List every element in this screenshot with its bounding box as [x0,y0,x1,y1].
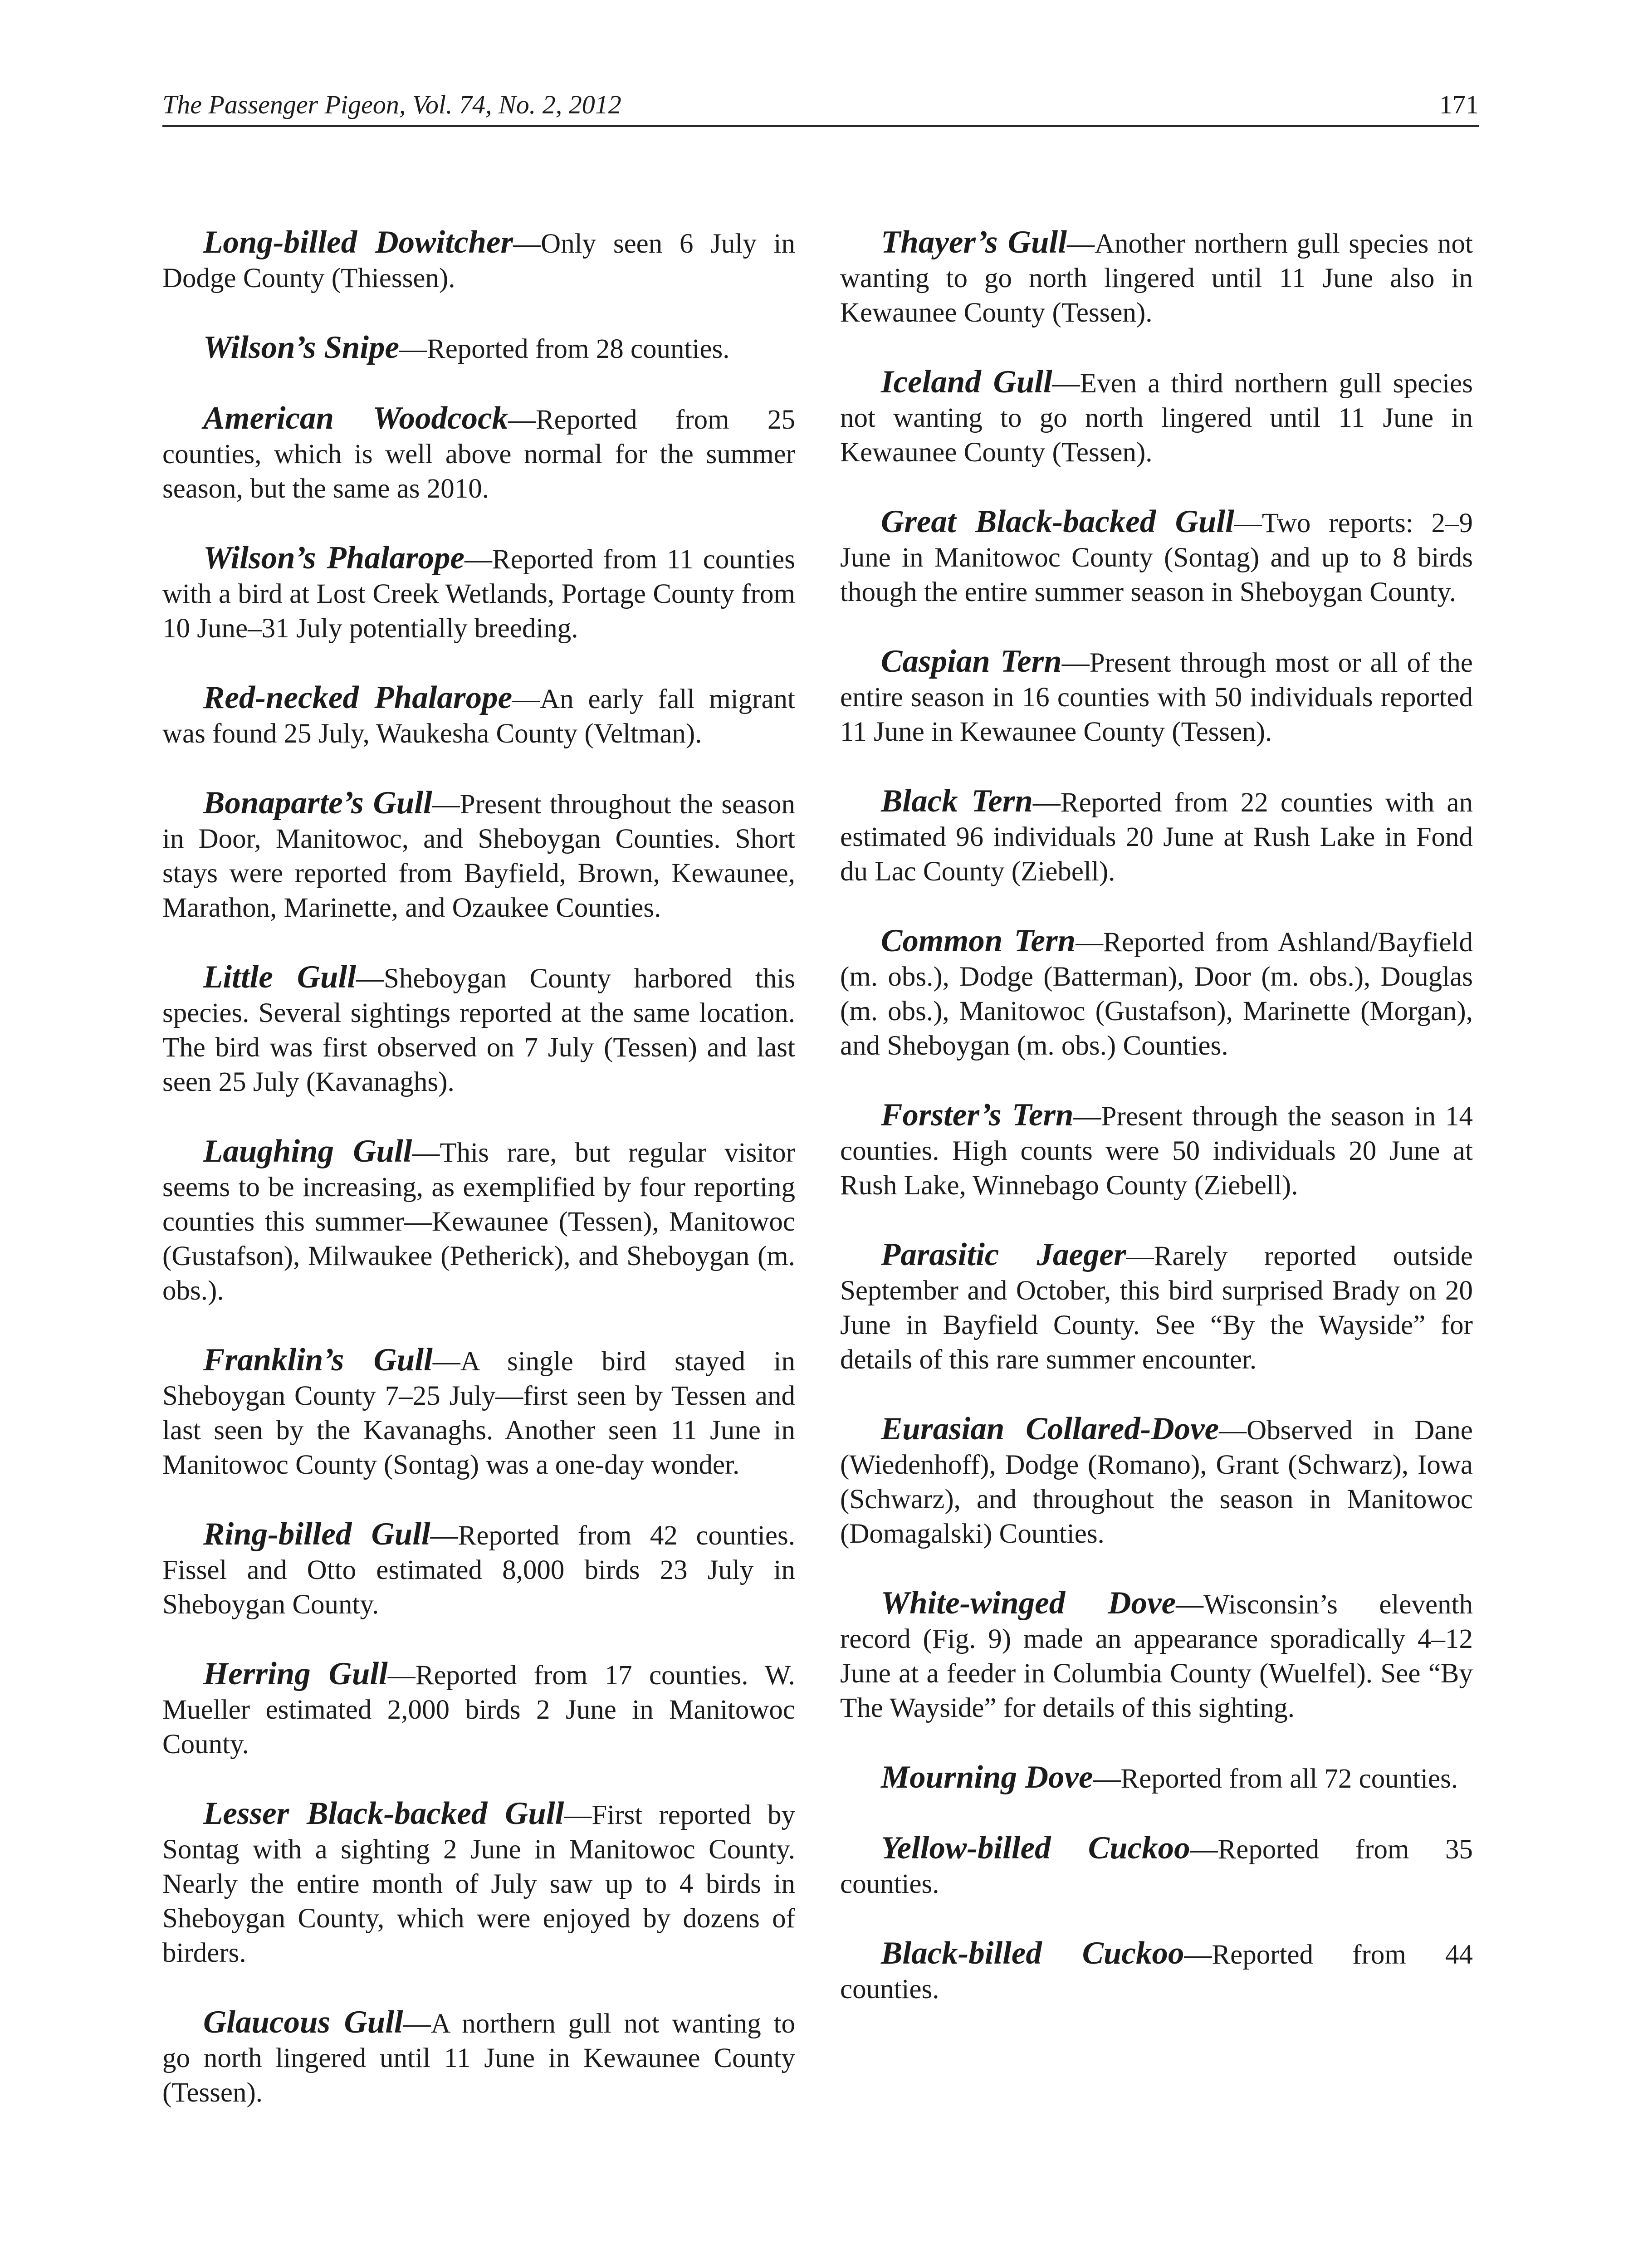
species-name: Bonaparte’s Gull [203,785,432,821]
species-entry [162,2005,795,2110]
species-text: —Wisconsin’s eleventh record (Fig. 9) made an appearance sporadically 4–12 June at a feeder in Columbia County (Wuelfel). See “By The Wayside” for details of this sighting. [840,1589,1473,1723]
species-text: —Reported from 22 counties with an estimated 96 individuals 20 June at Rush Lake in Fond du Lac County (Ziebell). [840,787,1473,887]
species-name: Red-necked Phalarope [203,680,513,715]
species-name: Wilson’s Phalarope [203,540,465,576]
species-entry [162,680,795,751]
species-text: —Reported from 11 counties with a bird at Lost Creek Wetlands, Portage County from 10 June–31 July potentially breeding. [162,544,795,644]
species-entry [162,1517,795,1622]
species-entry [162,786,795,925]
species-text: —Reported from 25 counties, which is well above normal for the summer season, but the same as 2010. [162,405,795,504]
species-entry [840,644,1473,749]
species-entry [162,1796,795,1970]
left-column [162,225,795,2145]
species-text: —Present through most or all of the entire season in 16 counties with 50 individuals reported 11 June in Kewaunee County (Tessen). [840,648,1473,747]
species-text: —Reported from 42 counties. Fissel and Otto estimated 8,000 birds 23 July in Sheboygan County. [162,1520,795,1620]
species-entry [840,1237,1473,1377]
species-name: Yellow-billed Cuckoo [881,1830,1190,1866]
species-text: —Sheboygan County harbored this species. Several sightings reported at the same location. The bird was first observed on 7 July (Tessen) and last seen 25 July (Kavanaghs). [162,963,795,1097]
species-name: Glaucous Gull [203,2004,403,2040]
species-entry [162,541,795,646]
species-name: Eurasian Collared-Dove [881,1411,1219,1447]
species-text: —Rarely reported outside September and October, this bird surprised Brady on 20 June in Bayfield County. See “By the Wayside” for details of this rare summer encounter. [840,1241,1473,1375]
species-entry [162,1343,795,1482]
species-text: —Present through the season in 14 counties. High counts were 50 individuals 20 June at Rush Lake, Winnebago County (Ziebell). [840,1101,1473,1201]
species-entry [840,365,1473,470]
species-entry [840,1760,1473,1796]
species-entry [840,1936,1473,2007]
species-name: Wilson’s Snipe [203,330,400,365]
species-name: Iceland Gull [881,364,1052,400]
species-entry [162,401,795,506]
species-text: —A northern gull not wanting to go north lingered until 11 June in Kewaunee County (Tessen). [162,2009,795,2108]
species-entry [162,1134,795,1308]
species-name: Black Tern [881,783,1033,819]
species-entry [162,960,795,1100]
species-entry [840,225,1473,330]
species-text: —This rare, but regular visitor seems to be increasing, as exemplified by four reporting counties this summer—Kewaunee (Tessen), Manitowoc (Gustafson), Milwaukee (Petherick), and Sheboygan (m. obs.). [162,1138,795,1306]
species-text: —Reported from 35 counties. [840,1834,1473,1899]
species-entry [840,1098,1473,1203]
species-entry [162,225,795,296]
species-name: Parasitic Jaeger [881,1237,1126,1272]
species-entry [840,1412,1473,1551]
species-text: —Reported from Ashland/Bayfield (m. obs.), Dodge (Batterman), Door (m. obs.), Douglas (m. obs.), Manitowoc (Gustafson), Marinette (Morgan), and Sheboygan (m. obs.) Counties. [840,927,1473,1061]
species-name: Common Tern [881,923,1076,958]
species-name: Long-billed Dowitcher [203,225,513,260]
species-name: Great Black-backed Gull [881,504,1234,539]
species-entry [840,1831,1473,1901]
species-entry [840,784,1473,889]
species-text: —Reported from 28 counties. [399,334,730,364]
species-text: —Another northern gull species not wanting to go north lingered until 11 June also in Kewaunee County (Tessen). [840,229,1473,328]
species-name: Ring-billed Gull [203,1516,430,1552]
species-text: —Even a third northern gull species not wanting to go north lingered until 11 June in Kewaunee County (Tessen). [840,368,1473,468]
species-text: —First reported by Sontag with a sighting 2 June in Manitowoc County. Nearly the entire month of July saw up to 4 birds in Sheboygan County, which were enjoyed by dozens of birders. [162,1800,795,1968]
species-name: Lesser Black-backed Gull [203,1796,564,1831]
running-header [162,89,1479,127]
species-entry [840,504,1473,610]
species-name: Caspian Tern [881,644,1062,679]
journal-citation: The Passenger Pigeon, Vol. 74, No. 2, 2012 [162,90,621,119]
species-text: —Reported from 17 counties. W. Mueller estimated 2,000 birds 2 June in Manitowoc County. [162,1660,795,1760]
right-column [840,225,1473,2041]
species-entry [840,1586,1473,1725]
species-text: —Reported from 44 counties. [840,1940,1473,2004]
species-entry [162,330,795,367]
species-name: Mourning Dove [881,1760,1093,1795]
species-name: Forster’s Tern [881,1097,1074,1133]
species-text: —A single bird stayed in Sheboygan County 7–25 July—first seen by Tessen and last seen by the Kavanaghs. Another seen 11 June in Manitowoc County (Sontag) was a one-day wonder. [162,1346,795,1480]
species-name: Herring Gull [203,1656,388,1691]
species-name: Thayer’s Gull [881,225,1067,260]
species-entry [162,1657,795,1762]
species-name: Black-billed Cuckoo [881,1936,1184,1971]
species-entry [840,924,1473,1063]
species-name: Laughing Gull [203,1134,412,1169]
species-text: —Only seen 6 July in Dodge County (Thiessen). [162,229,796,293]
species-text: —Reported from all 72 counties. [1093,1764,1458,1794]
species-text: —Present throughout the season in Door, Manitowoc, and Sheboygan Counties. Short stays were reported from Bayfield, Brown, Kewaunee, Marathon, Marinette, and Ozaukee Counties. [162,789,795,923]
species-name: Little Gull [203,959,356,995]
species-name: American Woodcock [203,401,508,436]
species-text: —An early fall migrant was found 25 July, Waukesha County (Veltman). [162,684,795,749]
species-text: —Observed in Dane (Wiedenhoff), Dodge (Romano), Grant (Schwarz), Iowa (Schwarz), and throughout the season in Manitowoc (Domagalski) Counties. [840,1415,1473,1549]
species-text: —Two reports: 2–9 June in Manitowoc County (Sontag) and up to 8 birds though the entire summer season in Sheboygan County. [840,508,1473,607]
page-number: 171 [1439,90,1479,119]
species-name: Franklin’s Gull [203,1342,433,1378]
species-name: White-winged Dove [881,1585,1176,1621]
